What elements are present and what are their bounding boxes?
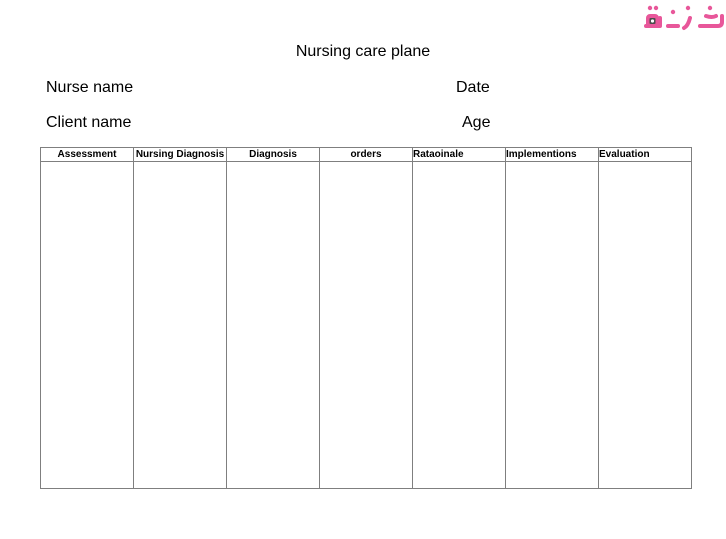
header-nursing-diagnosis: Nursing Diagnosis [134, 148, 227, 162]
client-name-label: Client name [46, 114, 132, 131]
header-implementions: Implementions [506, 148, 599, 162]
care-plan-table [40, 147, 692, 489]
header-evaluation: Evaluation [599, 148, 692, 162]
cell-diagnosis [227, 162, 320, 489]
cell-nursing-diagnosis [134, 162, 227, 489]
nurse-name-label: Nurse name [46, 79, 134, 96]
header-rationale: Rataoinale [413, 148, 506, 162]
header-assessment: Assessment [41, 148, 134, 162]
cell-evaluation [599, 162, 692, 489]
cell-implementions [506, 162, 599, 489]
table-row [41, 162, 692, 489]
cell-orders [320, 162, 413, 489]
page-title: Nursing care plane [295, 43, 431, 60]
date-label: Date [456, 79, 490, 96]
site-logo [640, 2, 726, 36]
table-header-row [41, 148, 692, 162]
cell-rationale [413, 162, 506, 489]
cell-assessment [41, 162, 134, 489]
header-orders: orders [320, 148, 413, 162]
header-diagnosis: Diagnosis [227, 148, 320, 162]
age-label: Age [462, 114, 491, 131]
